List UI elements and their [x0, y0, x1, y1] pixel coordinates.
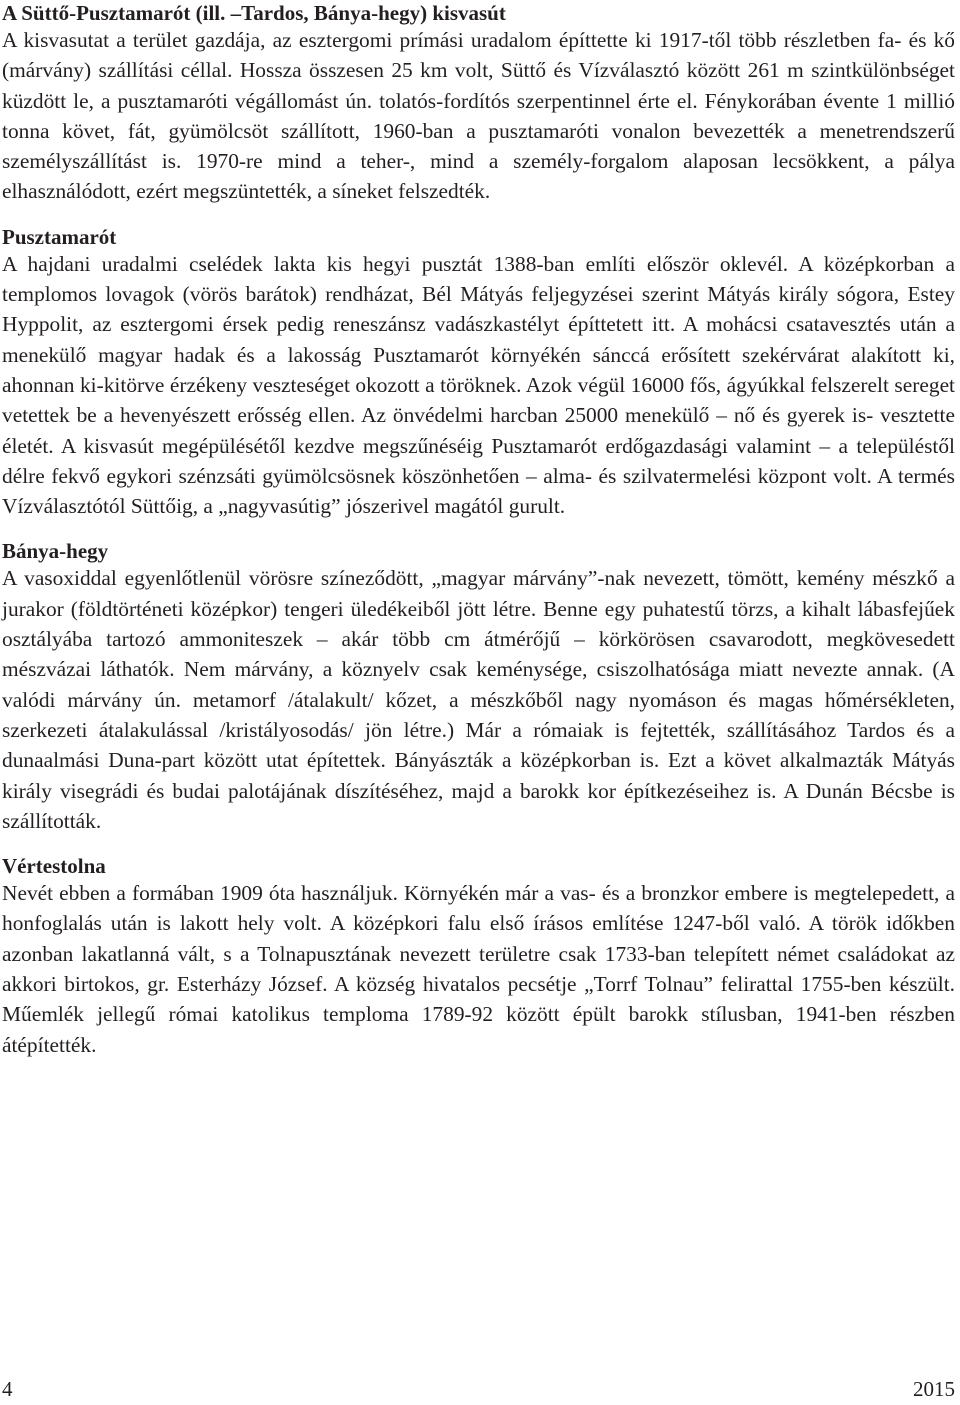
section-vertestolna: [2, 853, 955, 1060]
section-spacer: [2, 521, 955, 538]
section-body: Nevét ebben a formában 1909 óta használjuk. Környékén már a vas- és a bronzkor embere is megtelepedett, a honfoglalás után is lakott hely volt. A középkori falu első írásos említése 1247-ből való. A török időkben azonban lakatlanná vált, s a Tolnapusztának nevezett területre csak 1733-ban telepített német családokat az akkori birtokos, gr. Esterházy József. A község hivatalos pecsétje „Torrf Tolnau” felirattal 1755-ben készült. Műemlék jellegű római katolikus temploma 1789-92 között épült barokk stílusban, 1941-ben részben átépítették.: [2, 881, 955, 1057]
document-page: [2, 0, 955, 1060]
section-body: A hajdani uradalmi cselédek lakta kis hegyi pusztát 1388-ban említi először oklevél. A középkorban a templomos lovagok (vörös barátok) rendházat, Bél Mátyás feljegyzései szerint Mátyás király sógora, Estey Hyppolit, az esztergomi érsek pedig reneszánsz vadászkastélyt építtetett itt. A mohácsi csatavesztés után a menekülő magyar hadak és a lakosság Pusztamarót környékén sánccá erősített szekérvárat alakított ki, ahonnan ki-kitörve érzékeny veszteséget okozott a töröknek. Azok végül 16000 fős, ágyúkkal felszerelt sereget vetettek be a hevenyészett erősség ellen. Az önvédelmi harcban 25000 menekülő – nő és gyerek is- vesztette életét. A kisvasút megépülésétől kezdve megszűnéséig Pusztamarót erdőgazdasági valamint – a településtől délre fekvő egykori szénzsáti gyümölcsösnek köszönhetően – alma- és szilvatermelési központ volt. A termés Vízválasztótól Süttőig, a „nagyvasútig” jószerivel magától gurult.: [2, 251, 955, 519]
section-body: A kisvasutat a terület gazdája, az esztergomi prímási uradalom építtette ki 1917-től több részletben fa- és kő (márvány) szállítási céllal. Hossza összesen 25 km volt, Süttő és Vízválasztó között 261 m szintkülönbséget küzdött le, a pusztamaróti végállomást ún. tolatós-fordítós szerpentinnel érte el. Fénykorában évente 1 millió tonna követ, fát, gyümölcsöt szállított, 1960-ban a pusztamaróti vonalon bevezették a menetrendszerű személyszállítást is. 1970-re mind a teher-, mind a személy-forgalom alaposan lecsökkent, a pálya elhasználódott, ezért megszüntették, a síneket felszedték.: [2, 28, 955, 204]
section-spacer: [2, 207, 955, 224]
section-body: A vasoxiddal egyenlőtlenül vörösre színeződött, „magyar márvány”-nak nevezett, tömött, kemény mészkő a jurakor (földtörténeti középkor) tengeri üledékeiből jött létre. Benne egy puhatestű törzs, a kihalt lábasfejűek osztályába tartozó ammoniteszek – akár több cm átmérőjű – körkörösen csavarodott, megkövesedett mészvázai láthatók. Nem márvány, a köznyelv csak keménysége, csiszolhatósága miatt nevezte annak. (A valódi márvány ún. metamorf /átalakult/ kőzet, a mészkőből nagy nyomáson és magas hőmérsékleten, szerkezeti átalakulással /kristályosodás/ jön létre.) Már a rómaiak is fejtették, szállításához Tardos és a dunaalmási Duna-part között utat építettek. Bányászták a középkorban is. Ezt a követ alkalmazták Mátyás király visegrádi és budai palotájának díszítéséhez, majd a barokk kor építkezéseihez is. A Dunán Bécsbe is szállították.: [2, 566, 955, 833]
section-kisvasut: [2, 0, 955, 207]
section-spacer: [2, 836, 955, 853]
section-heading: Vértestolna: [2, 854, 106, 879]
footer-year: 2015: [913, 1377, 955, 1401]
page-number: 4: [2, 1377, 13, 1401]
section-banya-hegy: [2, 538, 955, 836]
section-heading: Pusztamarót: [2, 224, 117, 249]
section-heading: Bánya-hegy: [2, 539, 109, 564]
section-heading: A Süttő-Pusztamarót (ill. –Tardos, Bánya-hegy) kisvasút: [2, 1, 506, 25]
section-pusztamarot: [2, 224, 955, 522]
